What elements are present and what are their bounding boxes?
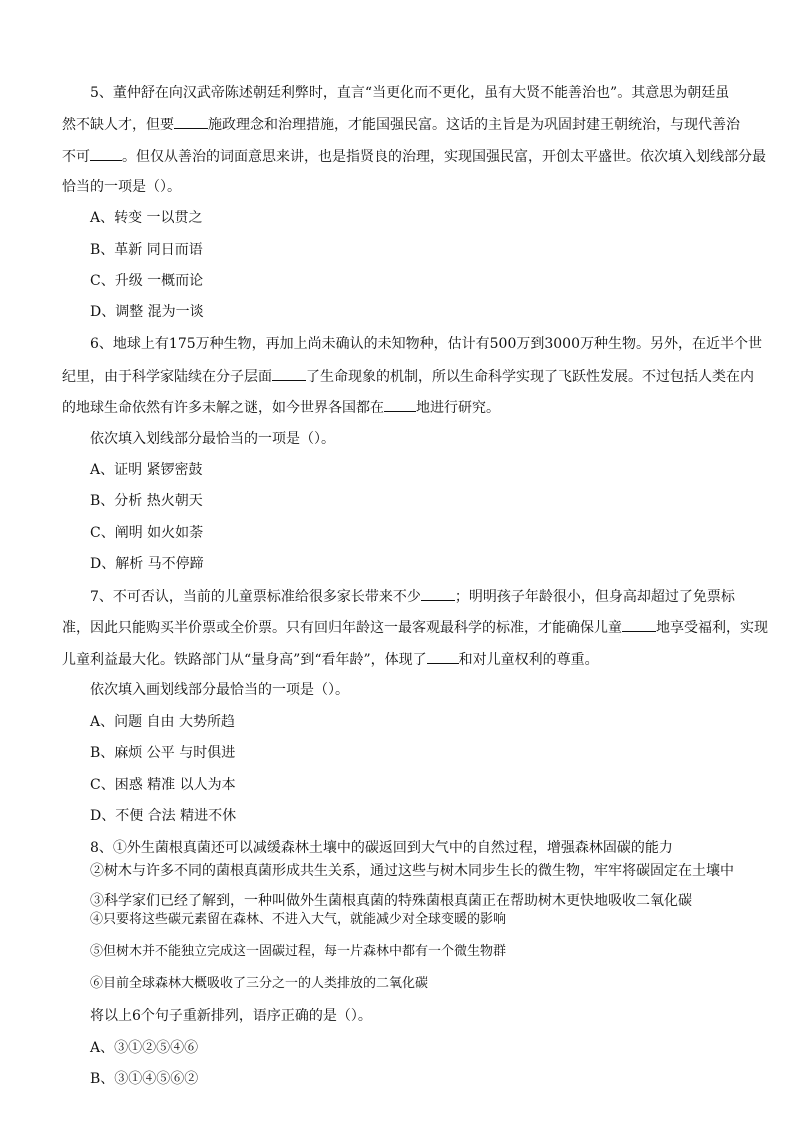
q5-line2 xyxy=(62,114,752,135)
q8-option-a: A、③①②⑤④⑥ xyxy=(90,1040,199,1056)
q6-line2-start: 纪里，由于科学家陆续在分子层面 xyxy=(62,369,272,385)
q7-line2 xyxy=(62,617,768,638)
q7-prompt: 依次填入画划线部分最恰当的一项是（）。 xyxy=(90,682,349,698)
q7-option-b: B、麻烦 公平 与时俱进 xyxy=(90,745,236,761)
q7-line2-end: 地享受福利，实现 xyxy=(656,620,768,636)
q7-line1-start: 7、不可否认，当前的儿童票标准给很多家长带来不少 xyxy=(90,589,421,605)
q8-prompt: 将以上6个句子重新排列，语序正确的是（）。 xyxy=(90,1008,372,1024)
q8-sentence-6: ⑥目前全球森林大概吸收了三分之一的人类排放的二氧化碳 xyxy=(90,976,429,991)
q6-line2 xyxy=(62,366,752,387)
q5-option-b: B、革新 同日而语 xyxy=(90,242,203,258)
q6-line1: 6、地球上有175万种生物，再加上尚未确认的未知物种，估计有500万到3000万种生物。另外，在近半个世 xyxy=(90,336,762,352)
q8-sentence-2: ②树木与许多不同的菌根真菌形成共生关系，通过这些与树木同步生长的微生物，牢牢将碳固定在土壤中 xyxy=(90,863,734,879)
q6-line3 xyxy=(62,397,752,418)
answer-blank xyxy=(421,586,455,601)
answer-blank xyxy=(174,114,208,129)
q6-option-c: C、阐明 如火如荼 xyxy=(90,525,204,541)
q5-line2-start: 然不缺人才，但要 xyxy=(62,117,174,133)
q6-option-d: D、解析 马不停蹄 xyxy=(90,556,204,572)
q7-line3-end: 和对儿童权利的尊重。 xyxy=(458,652,599,668)
q7-option-a: A、问题 自由 大势所趋 xyxy=(90,714,236,730)
q6-option-a: A、证明 紧锣密鼓 xyxy=(90,462,203,478)
answer-blank xyxy=(90,146,122,161)
q7-line1-end: ；明明孩子年龄很小，但身高却超过了免票标 xyxy=(454,589,735,605)
q8-option-b: B、③①④⑤⑥② xyxy=(90,1071,199,1087)
q5-line3-end: 。但仅从善治的词面意思来讲，也是指贤良的治理，实现国强民富，开创太平盛世。依次填入划线部分最 xyxy=(122,149,766,165)
q6-line3-end: 地进行研究。 xyxy=(416,400,500,416)
q5-line1: 5、董仲舒在向汉武帝陈述朝廷利弊时，直言“当更化而不更化，虽有大贤不能善治也”。其意思为朝廷虽 xyxy=(90,85,730,101)
answer-blank xyxy=(272,366,306,381)
q7-option-c: C、困惑 精准 以人为本 xyxy=(90,777,236,793)
q5-option-a: A、转变 一以贯之 xyxy=(90,210,203,226)
q6-prompt: 依次填入划线部分最恰当的一项是（）。 xyxy=(90,431,335,447)
q7-option-d: D、不便 合法 精进不休 xyxy=(90,808,237,824)
q8-sentence-5: ⑤但树木并不能独立完成这一固碳过程，每一片森林中都有一个微生物群 xyxy=(90,944,507,959)
q6-option-b: B、分析 热火朝天 xyxy=(90,493,203,509)
q5-line3-start: 不可 xyxy=(62,149,90,165)
q8-sentence-1: 8、①外生菌根真菌还可以减缓森林土壤中的碳返回到大气中的自然过程，增强森林固碳的能力 xyxy=(90,840,673,856)
q7-line1 xyxy=(90,586,780,607)
answer-blank xyxy=(427,649,459,664)
q8-sentence-3: ③科学家们已经了解到，一种叫做外生菌根真菌的特殊菌根真菌正在帮助树木更快地吸收二氧化碳 xyxy=(90,893,692,909)
q6-line3-start: 的地球生命依然有许多未解之谜，如今世界各国都在 xyxy=(62,400,384,416)
answer-blank xyxy=(384,397,416,412)
q7-line3-start: 儿童利益最大化。铁路部门从“量身高”到“看年龄”，体现了 xyxy=(62,652,427,668)
q7-line3 xyxy=(62,649,752,670)
q7-line2-start: 准，因此只能购买半价票或全价票。只有回归年龄这一最客观最科学的标准，才能确保儿童 xyxy=(62,620,622,636)
q6-line2-end: 了生命现象的机制，所以生命科学实现了飞跃性发展。不过包括人类在内 xyxy=(306,369,754,385)
q5-line4: 恰当的一项是（）。 xyxy=(62,179,181,195)
q8-sentence-4: ④只要将这些碳元素留在森林、不进入大气，就能减少对全球变暖的影响 xyxy=(90,912,507,927)
answer-blank xyxy=(622,617,656,632)
q5-line2-end: 施政理念和治理措施，才能国强民富。这话的主旨是为巩固封建王朝统治，与现代善治 xyxy=(208,117,740,133)
q5-line3 xyxy=(62,146,766,167)
q5-option-d: D、调整 混为一谈 xyxy=(90,304,204,320)
q5-option-c: C、升级 一概而论 xyxy=(90,273,204,289)
